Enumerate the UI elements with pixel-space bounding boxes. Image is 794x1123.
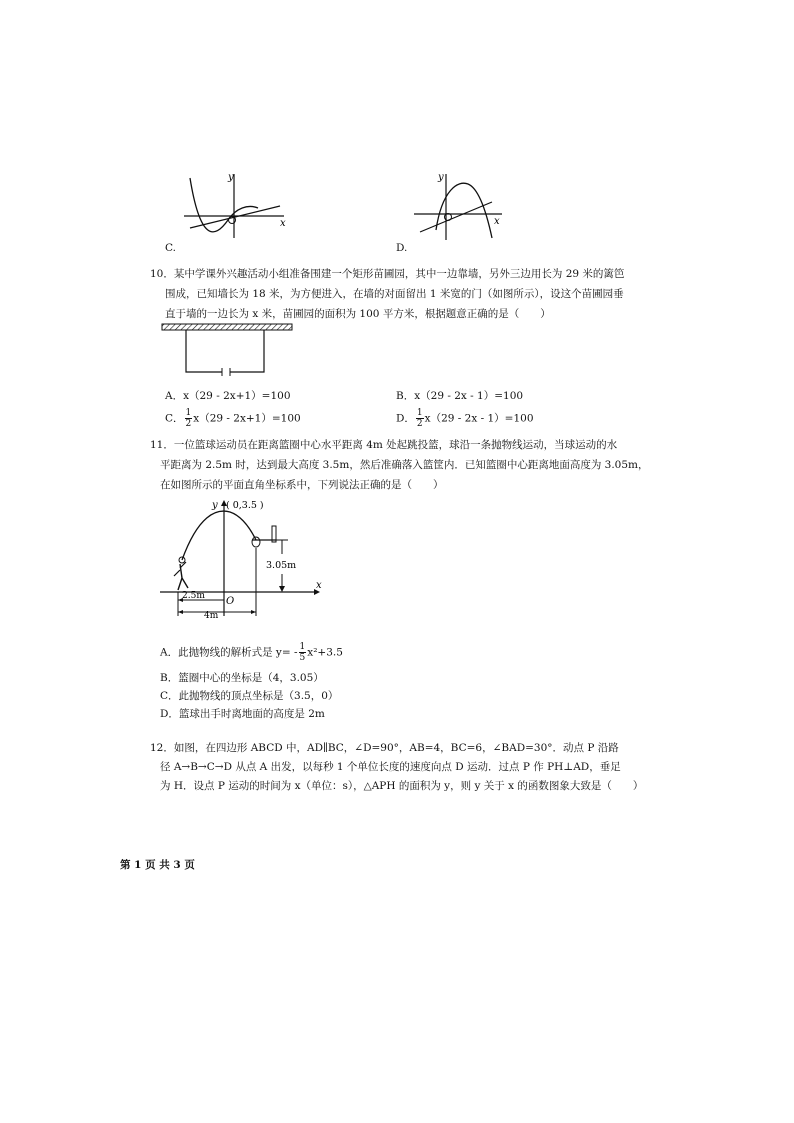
page-number: 第 1 页 共 3 页 — [120, 859, 195, 871]
graph-d — [406, 170, 506, 242]
q11-vertex-label: ( 0,3.5 ) — [226, 500, 264, 511]
q11-y-label: y — [212, 500, 218, 511]
q10-option-d: D． $\frac{1}{2}$ x（29 - 2x - 1）=100 — [396, 408, 534, 429]
q10-garden-figure — [160, 322, 296, 380]
q11-option-d: D．篮球出手时离地面的高度是 2m — [160, 708, 325, 720]
q11-line2: 平距离为 2.5m 时，达到最大高度 3.5m，然后准确落入篮筐内．已知篮圈中心距离地面高度为 3.05m， — [160, 459, 649, 471]
q10-line2: 围成，已知墙长为 18 米，为方便进入，在墙的对面留出 1 米宽的门（如图所示），设这个苗圃园垂 — [165, 288, 624, 300]
q11-dist-25-label: 2.5m — [182, 591, 205, 601]
q12-line1: 12．如图，在四边形 ABCD 中，AD∥BC，∠D=90°，AB=4，BC=6，∠BAD=30°．动点 P 沿路 — [150, 742, 619, 754]
graph-d-x-label: x — [494, 216, 500, 227]
q11-basketball-figure — [158, 496, 326, 620]
graph-d-y-label: y — [438, 172, 444, 183]
option-d-label: D. — [396, 242, 408, 254]
q10-option-c: C． $\frac{1}{2}$ x（29 - 2x+1）=100 — [165, 408, 301, 429]
graph-c — [176, 170, 296, 240]
q11-dist-4-label: 4m — [204, 611, 219, 620]
q11-a-fraction: $\frac{1}{5}$ — [299, 642, 306, 663]
q12-line3: 为 H．设点 P 运动的时间为 x（单位：s），△APH 的面积为 y，则 y 关于 x 的函数图象大致是（ ） — [160, 780, 644, 792]
q10-c-fraction: $\frac{1}{2}$ — [185, 408, 192, 429]
q11-x-label: x — [316, 580, 322, 591]
q10-option-b: B．x（29 - 2x - 1）=100 — [396, 390, 524, 402]
q11-line3: 在如图所示的平面直角坐标系中，下列说法正确的是（ ） — [160, 479, 444, 491]
q11-option-b: B．篮圈中心的坐标是（4，3.05） — [160, 672, 324, 684]
graph-c-y-label: y — [228, 172, 234, 183]
q11-option-c: C．此抛物线的顶点坐标是（3.5，0） — [160, 690, 339, 702]
q11-height-label: 3.05m — [266, 560, 297, 571]
q11-option-a: A．此抛物线的解析式是 y= - $\frac{1}{5}$ x²+3.5 — [160, 642, 343, 663]
q10-option-a: A．x（29 - 2x+1）=100 — [165, 390, 291, 402]
q10-line1: 10．某中学课外兴趣活动小组准备围建一个矩形苗圃园，其中一边靠墙，另外三边用长为 29 米的篱笆 — [150, 268, 625, 280]
q10-d-fraction: $\frac{1}{2}$ — [416, 408, 423, 429]
option-c-label: C. — [165, 242, 176, 254]
q10-line3: 直于墙的一边长为 x 米，苗圃园的面积为 100 平方米，根据题意正确的是（ ） — [165, 308, 551, 320]
graph-c-x-label: x — [280, 218, 286, 229]
q12-line2: 径 A→B→C→D 从点 A 出发，以每秒 1 个单位长度的速度向点 D 运动．过点 P 作 PH⊥AD，垂足 — [160, 761, 621, 773]
q11-line1: 11．一位篮球运动员在距离篮圈中心水平距离 4m 处起跳投篮，球沿一条抛物线运动，当球运动的水 — [150, 439, 618, 451]
q11-origin-label: O — [226, 596, 235, 607]
